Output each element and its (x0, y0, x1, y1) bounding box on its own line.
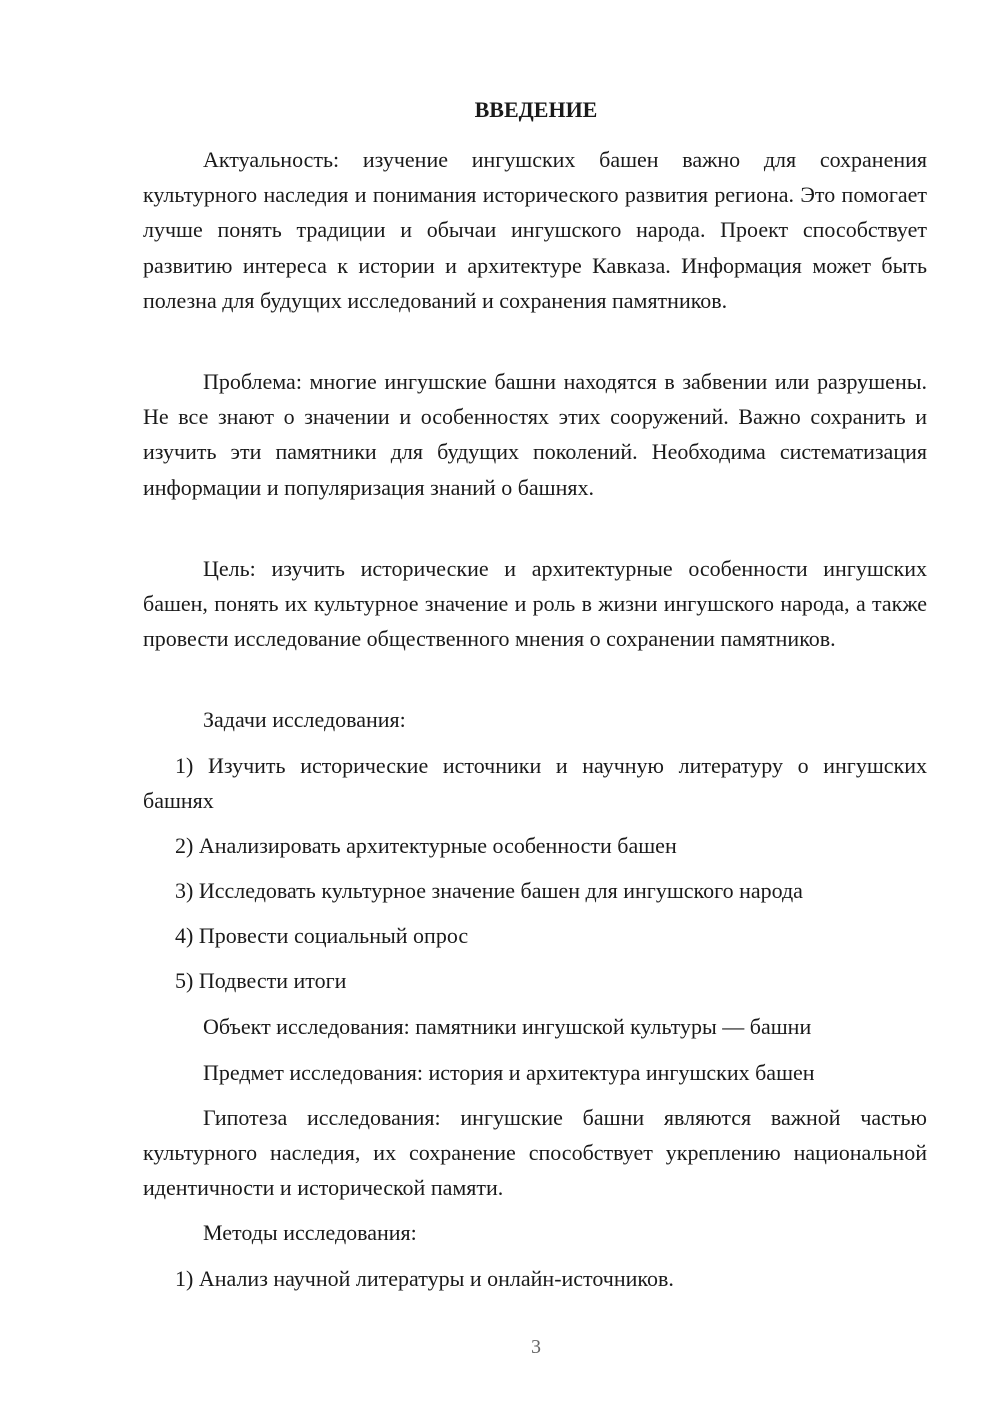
task-item-2: 2) Анализировать архитектурные особенности башен (175, 833, 677, 858)
problem-paragraph: Проблема: многие ингушские башни находятся в забвении или разрушены. Не все знают о значении и особенностях этих сооружений. Важно сохранить и изучить эти памятники для будущих поколений. Необходима систематизация информации и популяризация знаний о башнях. (143, 369, 927, 500)
subject-paragraph: Предмет исследования: история и архитектура ингушских башен (203, 1060, 815, 1085)
method-item-1: 1) Анализ научной литературы и онлайн-источников. (175, 1266, 674, 1291)
object-paragraph: Объект исследования: памятники ингушской культуры — башни (203, 1014, 812, 1039)
tasks-heading: Задачи исследования: (203, 707, 406, 732)
task-item-4: 4) Провести социальный опрос (175, 923, 469, 948)
methods-heading: Методы исследования: (203, 1220, 417, 1245)
page-number: 3 (531, 1336, 541, 1358)
task-item-1: 1) Изучить исторические источники и научную литературу о ингушских башнях (143, 753, 927, 814)
task-item-5: 5) Подвести итоги (175, 968, 347, 993)
hypothesis-paragraph: Гипотеза исследования: ингушские башни являются важной частью культурного наследия, их сохранение способствует укреплению национальной идентичности и исторической памяти. (143, 1105, 927, 1201)
relevance-paragraph: Актуальность: изучение ингушских башен важно для сохранения культурного наследия и понимания исторического развития региона. Это помогает лучше понять традиции и обычаи ингушского народа. Проект способствует развитию интереса к истории и архитектуре Кавказа. Информация может быть полезна для будущих исследований и сохранения памятников. (143, 147, 927, 313)
page-title: ВВЕДЕНИЕ (474, 97, 598, 122)
task-item-3: 3) Исследовать культурное значение башен для ингушского народа (175, 878, 803, 903)
goal-paragraph: Цель: изучить исторические и архитектурные особенности ингушских башен, понять их культурное значение и роль в жизни ингушского народа, а также провести исследование общественного мнения о сохранении памятников. (143, 556, 927, 652)
